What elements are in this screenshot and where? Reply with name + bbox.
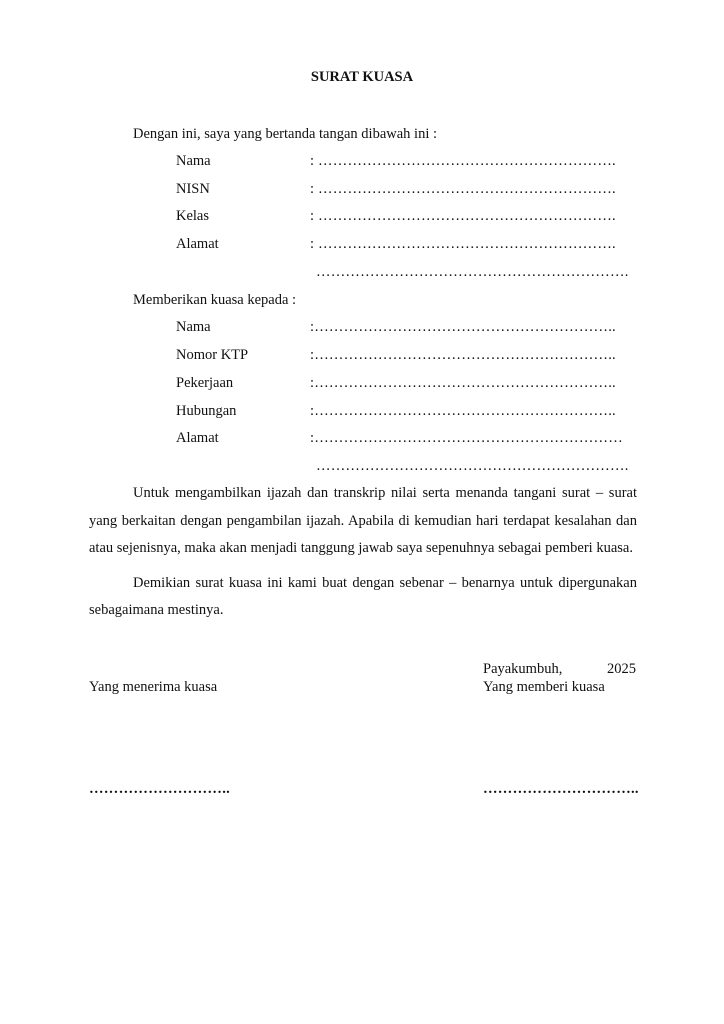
grantee-intro-text: Memberikan kuasa kepada : [133, 292, 297, 308]
giver-label: Yang memberi kuasa [483, 679, 605, 695]
grantor-kelas-label: Kelas [176, 208, 210, 224]
document-title: SURAT KUASA [310, 69, 414, 85]
grantor-alamat-line2: ………………………………………………………. [316, 264, 629, 280]
paragraph-purpose: Untuk mengambilkan ijazah dan transkrip nilai serta menanda tangani surat – surat yang berkaitan dengan pengambilan ijazah. Apabila di kemudian hari terdapat kesalahan dan atau sejenisnya, maka akan menjadi tanggung jawab saya sepenuhnya sebagai pemberi kuasa. [89, 485, 637, 556]
giver-signature-line: ………………………….. [483, 781, 639, 797]
body-paragraphs [89, 480, 637, 625]
grantor-nisn-label: NISN [176, 181, 210, 197]
grantee-pekerjaan-field: :…………………………………………………….. [310, 375, 616, 391]
place-label: Payakumbuh, [483, 661, 563, 677]
grantee-alamat-line2: ………………………………………………………. [316, 458, 629, 474]
grantor-name-field: : ……………………………………………………. [310, 153, 616, 169]
grantee-alamat-label: Alamat [176, 430, 219, 446]
paragraph-closing: Demikian surat kuasa ini kami buat dengan sebenar – benarnya untuk dipergunakan sebagaimana mestinya. [89, 574, 637, 618]
grantor-name-label: Nama [176, 153, 211, 169]
grantor-alamat-field: : ……………………………………………………. [310, 236, 616, 252]
grantee-hubungan-label: Hubungan [176, 403, 237, 419]
grantee-name-field: :…………………………………………………….. [310, 319, 616, 335]
grantee-pekerjaan-label: Pekerjaan [176, 375, 234, 391]
grantor-kelas-field: : ……………………………………………………. [310, 208, 616, 224]
grantee-name-label: Nama [176, 319, 211, 335]
grantee-ktp-field: :…………………………………………………….. [310, 347, 616, 363]
grantor-alamat-label: Alamat [176, 236, 219, 252]
grantor-nisn-field: : ……………………………………………………. [310, 181, 616, 197]
grantee-ktp-label: Nomor KTP [176, 347, 249, 363]
grantee-alamat-field: :……………………………………………………… [310, 430, 623, 446]
receiver-label: Yang menerima kuasa [89, 679, 218, 695]
year-label: 2025 [607, 661, 636, 677]
receiver-signature-line: ……………………….. [89, 781, 231, 797]
grantee-hubungan-field: :…………………………………………………….. [310, 403, 616, 419]
intro-text: Dengan ini, saya yang bertanda tangan dibawah ini : [133, 126, 437, 142]
